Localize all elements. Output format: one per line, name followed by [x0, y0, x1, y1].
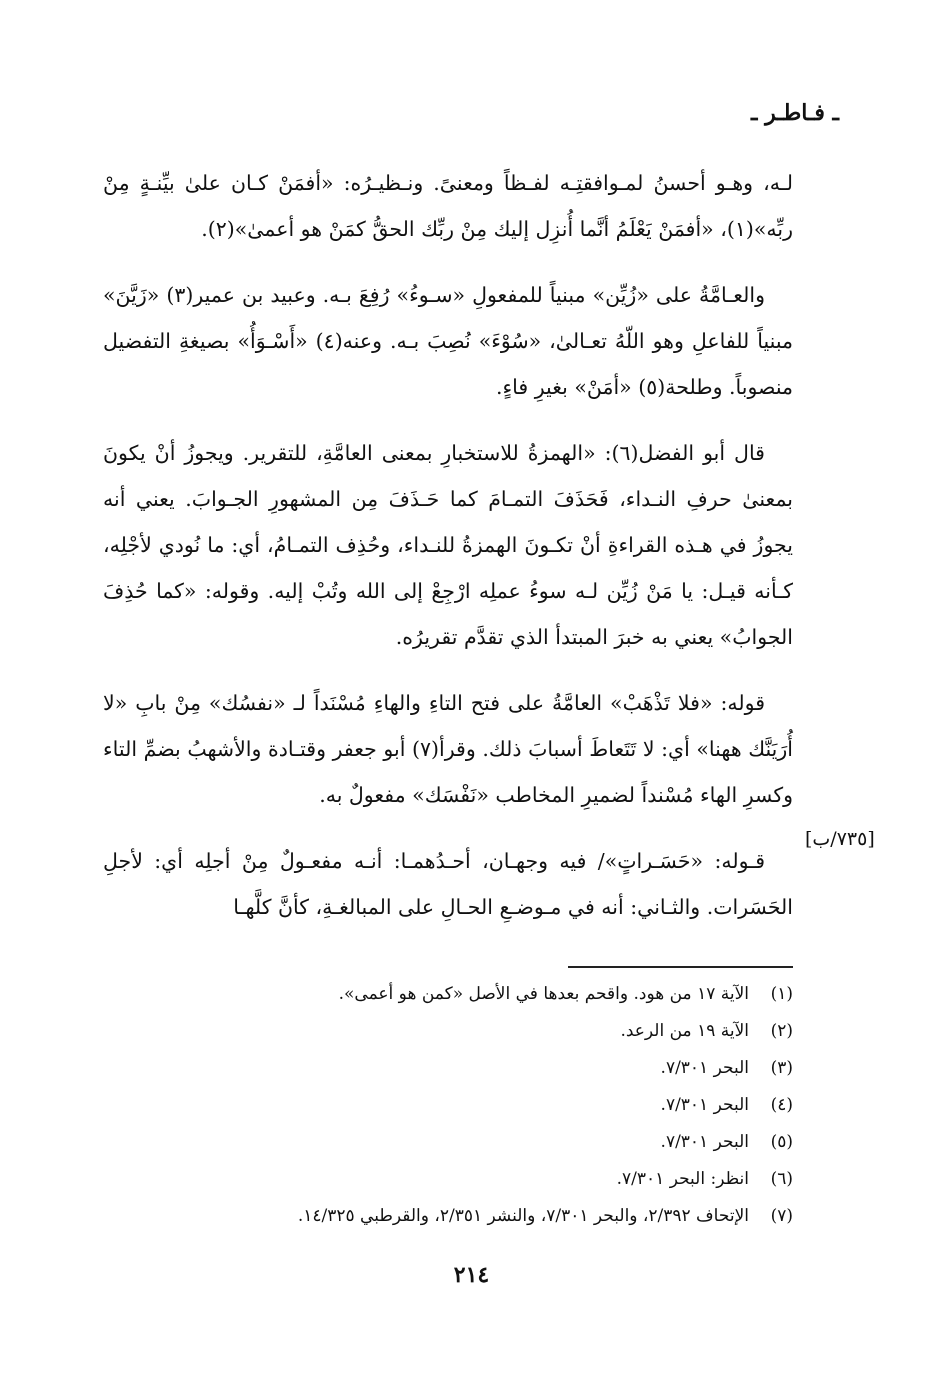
footnote-text: البحر ٧/٣٠١. [660, 1095, 749, 1115]
running-title: ـ فـاطـر ـ [751, 100, 839, 126]
footnote-text: الآية ١٩ من الرعد. [620, 1021, 749, 1041]
main-text [103, 160, 793, 950]
footnote-item [103, 976, 793, 1013]
footnote-item [103, 1013, 793, 1050]
footnote-number: (٢) [770, 1021, 793, 1041]
footnote-item [103, 1198, 793, 1235]
footnotes [103, 976, 793, 1235]
footnote-text: البحر ٧/٣٠١. [660, 1058, 749, 1078]
paragraph-1: لـه، وهـو أحسنُ لمـوافقتِـه لفـظاً ومعنىً. ونـظيـرُه: «أفمَنْ كـان علىٰ بيِّنـةٍ مِنْ ربِّه»(١)، «أفمَنْ يَعْلَمُ أنَّما أُنزِل إليك مِنْ ربِّك الحقُّ كمَنْ هو أعمىٰ»(٢). [103, 171, 793, 241]
footnote-number: (١) [770, 984, 793, 1004]
paragraph-2: والعـامَّةُ على «زُيِّن» مبنياً للمفعولِ «سـوءُ» رُفِعَ بـه. وعبيد بن عمير(٣) «زَيَّنَ» مبنياً للفاعلِ وهو اللّهُ تعـالىٰ، «سُوْءَ» نُصِبَ بـه. وعنه(٤) «أَسْـوَأُ» بصيغةِ التفضيل منصوباً. وطلحة(٥) «أمَنْ» بغيرِ فاءٍ. [103, 283, 793, 399]
footnote-text: الإتحاف ٢/٣٩٢، والبحر ٧/٣٠١، والنشر ٢/٣٥١، والقرطبي ١٤/٣٢٥. [297, 1206, 749, 1226]
footnote-item [103, 1050, 793, 1087]
paragraph-4: قوله: «فلا تَذْهَبْ» العامَّةُ على فتح التاءِ والهاءِ مُسْنَداً لـ «نفسُك» مِنْ بابِ «لا أُرَيَنَّك ههنا» أي: لا تَتَعاطَ أسبابَ ذلك. وقرأ(٧) أبو جعفر وقتـادة والأشهبُ بضمِّ التاء وكسرِ الهاء مُسْنداً لضميرِ المخاطب «نَفْسَك» مفعولٌ به. [103, 691, 793, 807]
footnote-item [103, 1124, 793, 1161]
footnote-number: (٧) [770, 1206, 793, 1226]
footnote-item [103, 1161, 793, 1198]
footnote-divider [568, 966, 793, 968]
paragraph-3: قال أبو الفضل(٦): «الهمزةُ للاستخبارِ بمعنى العامَّةِ، للتقرير. ويجوزُ أنْ يكونَ بمعنىٰ حرفِ النـداء، فَحَذَفَ التمـامَ كما حَـذَفَ مِن المشهورِ الجـوابَ. يعني أنه يجوزُ في هـذه القراءةِ أنْ تكـونَ الهمزةُ للنـداء، وحُذِف التمـامُ، أي: ما نُودي لأجْلِه، كـأنه قيـل: يا مَنْ زُيِّن لـه سوءُ عملِه ارْجِعْ إلى الله وتُبْ إليه. وقوله: «كما حُذِفَ الجوابُ» يعني به خبرَ المبتدأ الذي تقدَّم تقريرُه. [103, 441, 793, 649]
manuscript-folio-marker: [٧٣٥/ب] [805, 828, 875, 850]
paragraph-5: قـوله: «حَسَـراتٍ»/ فيه وجهـان، أحـدُهمـا: أنـه مفعـولٌ مِنْ أجلِه أي: لأجلِ الحَسَرات. والثـاني: أنه في مـوضـعِ الحـالِ على المبالغـةِ، كأنَّ كلَّهـا [103, 849, 793, 919]
footnote-number: (٣) [770, 1058, 793, 1078]
footnote-number: (٦) [770, 1169, 793, 1189]
footnote-number: (٤) [770, 1095, 793, 1115]
footnote-text: الآية ١٧ من هود. واقحم بعدها في الأصل «كمن هو أعمى». [338, 984, 749, 1004]
footnote-item [103, 1087, 793, 1124]
footnote-text: البحر ٧/٣٠١. [660, 1132, 749, 1152]
footnote-text: انظر: البحر ٧/٣٠١. [616, 1169, 749, 1189]
footnote-number: (٥) [770, 1132, 793, 1152]
page-number: ٢١٤ [453, 1262, 490, 1288]
